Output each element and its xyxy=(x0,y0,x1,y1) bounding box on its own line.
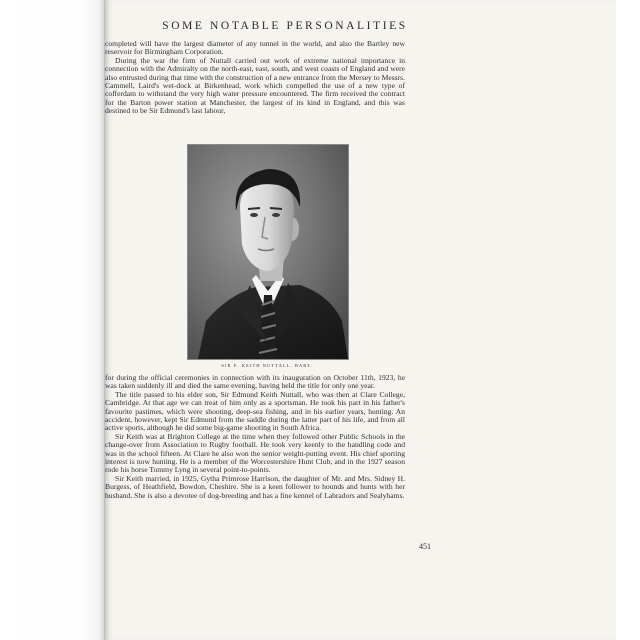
paragraph: Sir Keith was at Brighton College at the time when they followed other Public Schools in the change-over from Association to Rugby football. He took very keenly to the handling code and was in the school fifteen. At Clare he also won the senior weight-putting event. His chief sporting interest is now hunting. He is a member of the Worcestershire Hunt Club, and in the 1927 season rode his horse Tommy Lyng in several point-to-points. xyxy=(105,431,405,475)
paragraph: During the war the firm of Nuttall carried out work of extreme national importance in connection with the Admiralty on the north-east, east, south, and west coasts of England and were also entrusted during that time with the construction of a new entrance from the Mersey to Messrs. Cammell, Laird's wet-dock at Birkenhead, work which compelled the use of a new type of cofferdam to withstand the very high water pressure encountered. The firm received the contract for the Barton power station at Manchester, the largest of its kind in England, and this was destined to be Sir Edmund's last labour, xyxy=(105,55,405,116)
portrait-photo xyxy=(187,144,349,360)
page-number: 451 xyxy=(419,542,431,551)
paragraph: The title passed to his elder son, Sir Edmund Keith Nuttall, who was then at Clare College, Cambridge. At that age we can treat of him only as a sportsman. He took his part in his father's favourite pastimes, which were shooting, deep-sea fishing, and in his earlier years, hunting. An accident, however, kept Sir Edmund from the saddle during the latter part of his life, and from all active sports, although he did some big-game shooting in South Africa. xyxy=(105,389,405,433)
book-page xyxy=(104,0,617,640)
binding-gutter xyxy=(0,0,104,640)
paragraph: for during the official ceremonies in connection with its inauguration on October 11th, 1923, he was taken suddenly ill and died the same evening, having held the title for only one year. xyxy=(105,373,405,391)
running-head: SOME NOTABLE PERSONALITIES xyxy=(162,20,408,32)
paragraph: Sir Keith married, in 1925, Gytha Primrose Harrison, the daughter of Mr. and Mrs. Sidney H. Burgess, of Heathfield, Bowdon, Cheshire. She is a keen follower to hounds and hunts with her husband. She is also a devotee of dog-breeding and has a fine kennel of Labradors and Sealyhams. xyxy=(105,473,405,500)
page-margin-right xyxy=(616,0,640,640)
text-block-top xyxy=(105,40,405,116)
paragraph: completed will have the largest diameter of any tunnel in the world, and also the Bartley new reservoir for Birmingham Corporation. xyxy=(105,39,405,57)
text-block-bottom xyxy=(105,374,405,500)
portrait-illustration xyxy=(188,145,348,359)
photo-caption: SIR E. KEITH NUTTALL, BART. xyxy=(221,363,313,368)
